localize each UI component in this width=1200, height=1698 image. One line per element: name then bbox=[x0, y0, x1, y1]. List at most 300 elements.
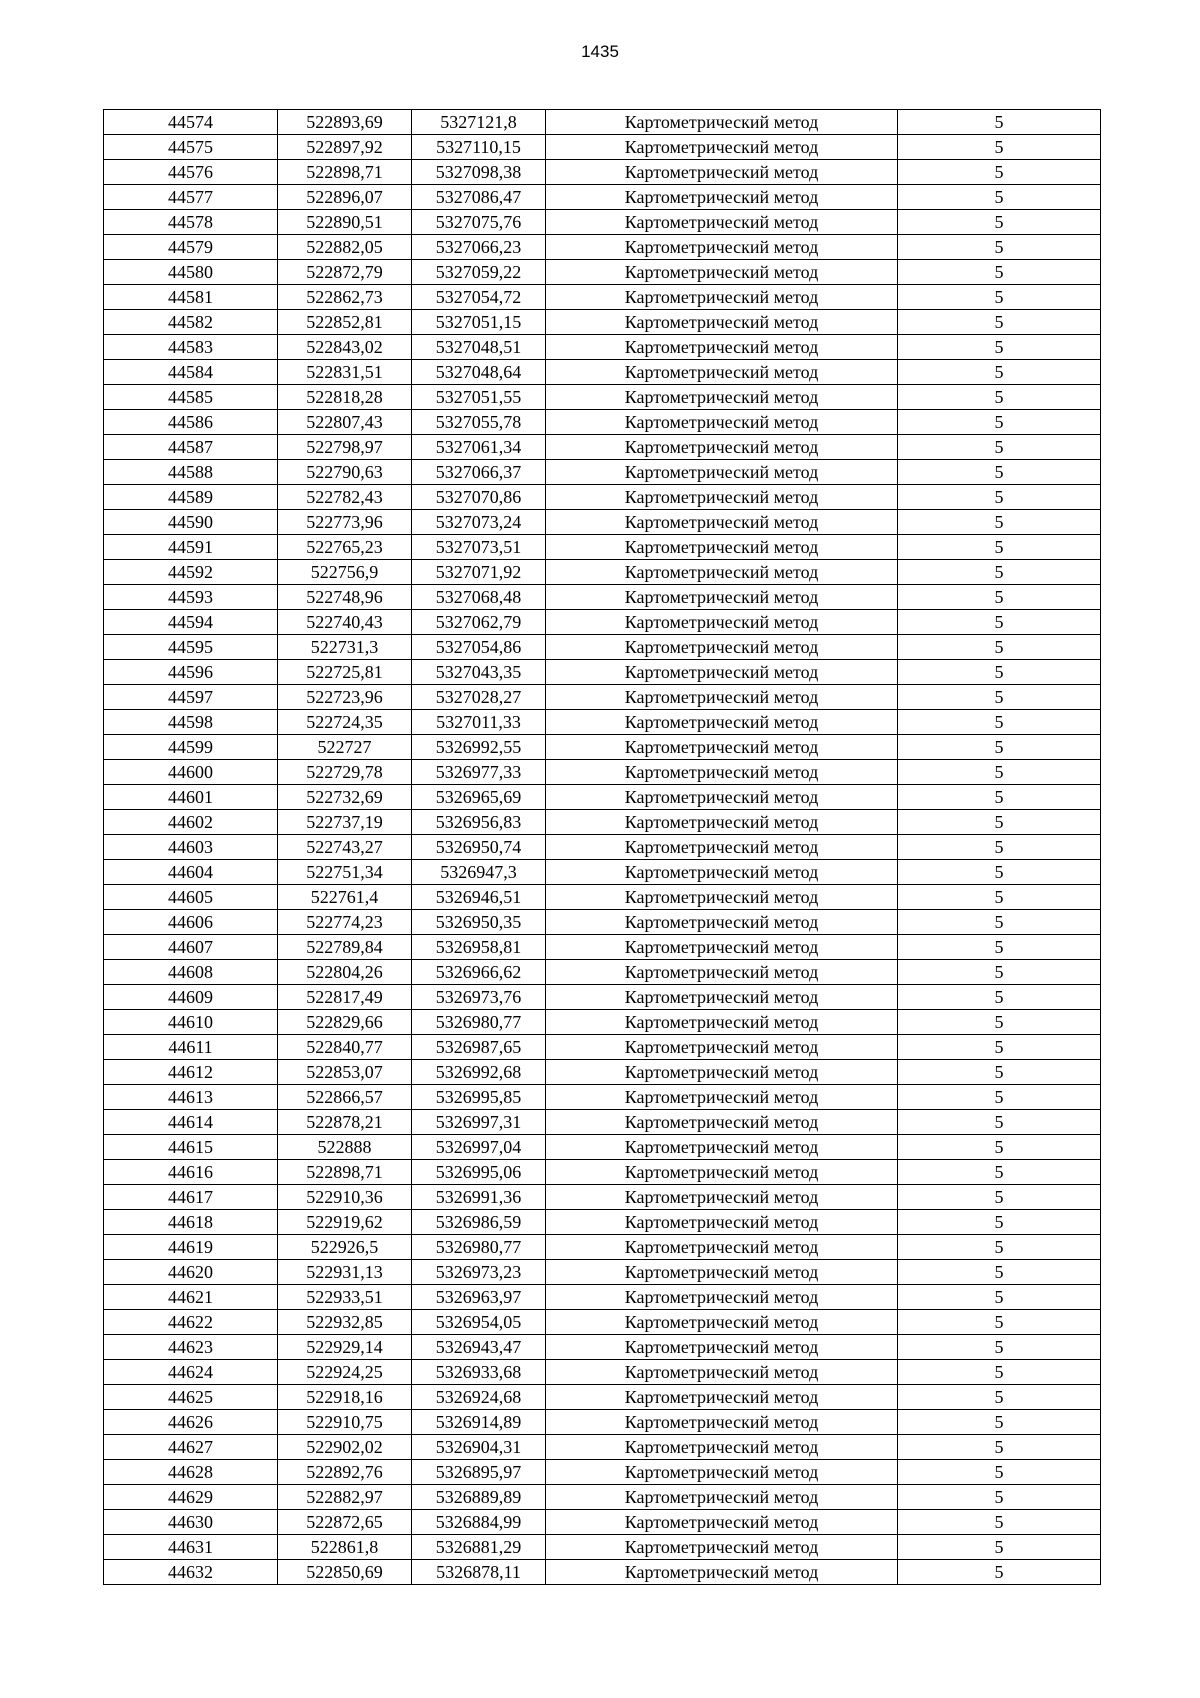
accuracy-cell: 5 bbox=[898, 135, 1101, 160]
method-cell: Картометрический метод bbox=[546, 1210, 898, 1235]
point-number-cell: 44584 bbox=[104, 360, 278, 385]
method-cell: Картометрический метод bbox=[546, 335, 898, 360]
table-row bbox=[104, 510, 1101, 535]
method-cell: Картометрический метод bbox=[546, 1235, 898, 1260]
accuracy-cell: 5 bbox=[898, 710, 1101, 735]
accuracy-cell: 5 bbox=[898, 1510, 1101, 1535]
y-coordinate-cell: 5326914,89 bbox=[412, 1410, 546, 1435]
x-coordinate-cell: 522727 bbox=[278, 735, 412, 760]
x-coordinate-cell: 522829,66 bbox=[278, 1010, 412, 1035]
table-row bbox=[104, 1110, 1101, 1135]
x-coordinate-cell: 522725,81 bbox=[278, 660, 412, 685]
table-row bbox=[104, 1385, 1101, 1410]
x-coordinate-cell: 522918,16 bbox=[278, 1385, 412, 1410]
method-cell: Картометрический метод bbox=[546, 1185, 898, 1210]
y-coordinate-cell: 5327054,86 bbox=[412, 635, 546, 660]
method-cell: Картометрический метод bbox=[546, 1060, 898, 1085]
y-coordinate-cell: 5326992,68 bbox=[412, 1060, 546, 1085]
point-number-cell: 44599 bbox=[104, 735, 278, 760]
x-coordinate-cell: 522919,62 bbox=[278, 1210, 412, 1235]
accuracy-cell: 5 bbox=[898, 460, 1101, 485]
method-cell: Картометрический метод bbox=[546, 460, 898, 485]
accuracy-cell: 5 bbox=[898, 1260, 1101, 1285]
table-row bbox=[104, 610, 1101, 635]
table-row bbox=[104, 335, 1101, 360]
x-coordinate-cell: 522872,65 bbox=[278, 1510, 412, 1535]
point-number-cell: 44594 bbox=[104, 610, 278, 635]
point-number-cell: 44625 bbox=[104, 1385, 278, 1410]
accuracy-cell: 5 bbox=[898, 235, 1101, 260]
x-coordinate-cell: 522774,23 bbox=[278, 910, 412, 935]
x-coordinate-cell: 522882,97 bbox=[278, 1485, 412, 1510]
x-coordinate-cell: 522731,3 bbox=[278, 635, 412, 660]
method-cell: Картометрический метод bbox=[546, 835, 898, 860]
page-number: 1435 bbox=[581, 42, 619, 61]
accuracy-cell: 5 bbox=[898, 535, 1101, 560]
point-number-cell: 44597 bbox=[104, 685, 278, 710]
method-cell: Картометрический метод bbox=[546, 1485, 898, 1510]
x-coordinate-cell: 522765,23 bbox=[278, 535, 412, 560]
accuracy-cell: 5 bbox=[898, 1535, 1101, 1560]
y-coordinate-cell: 5326954,05 bbox=[412, 1310, 546, 1335]
table-row bbox=[104, 110, 1101, 135]
accuracy-cell: 5 bbox=[898, 935, 1101, 960]
accuracy-cell: 5 bbox=[898, 635, 1101, 660]
y-coordinate-cell: 5326997,04 bbox=[412, 1135, 546, 1160]
point-number-cell: 44608 bbox=[104, 960, 278, 985]
table-row bbox=[104, 435, 1101, 460]
x-coordinate-cell: 522896,07 bbox=[278, 185, 412, 210]
accuracy-cell: 5 bbox=[898, 760, 1101, 785]
y-coordinate-cell: 5327066,23 bbox=[412, 235, 546, 260]
x-coordinate-cell: 522892,76 bbox=[278, 1460, 412, 1485]
table-row bbox=[104, 410, 1101, 435]
point-number-cell: 44602 bbox=[104, 810, 278, 835]
point-number-cell: 44621 bbox=[104, 1285, 278, 1310]
x-coordinate-cell: 522866,57 bbox=[278, 1085, 412, 1110]
y-coordinate-cell: 5326997,31 bbox=[412, 1110, 546, 1135]
y-coordinate-cell: 5327011,33 bbox=[412, 710, 546, 735]
point-number-cell: 44629 bbox=[104, 1485, 278, 1510]
accuracy-cell: 5 bbox=[898, 860, 1101, 885]
x-coordinate-cell: 522902,02 bbox=[278, 1435, 412, 1460]
y-coordinate-cell: 5326980,77 bbox=[412, 1235, 546, 1260]
x-coordinate-cell: 522910,75 bbox=[278, 1410, 412, 1435]
point-number-cell: 44583 bbox=[104, 335, 278, 360]
table-row bbox=[104, 1035, 1101, 1060]
point-number-cell: 44604 bbox=[104, 860, 278, 885]
accuracy-cell: 5 bbox=[898, 1335, 1101, 1360]
accuracy-cell: 5 bbox=[898, 285, 1101, 310]
table-row bbox=[104, 360, 1101, 385]
x-coordinate-cell: 522926,5 bbox=[278, 1235, 412, 1260]
table-row bbox=[104, 1360, 1101, 1385]
y-coordinate-cell: 5326991,36 bbox=[412, 1185, 546, 1210]
method-cell: Картометрический метод bbox=[546, 1260, 898, 1285]
y-coordinate-cell: 5326943,47 bbox=[412, 1335, 546, 1360]
method-cell: Картометрический метод bbox=[546, 560, 898, 585]
table-row bbox=[104, 1335, 1101, 1360]
y-coordinate-cell: 5326977,33 bbox=[412, 760, 546, 785]
y-coordinate-cell: 5326995,06 bbox=[412, 1160, 546, 1185]
accuracy-cell: 5 bbox=[898, 1235, 1101, 1260]
y-coordinate-cell: 5327059,22 bbox=[412, 260, 546, 285]
y-coordinate-cell: 5326904,31 bbox=[412, 1435, 546, 1460]
accuracy-cell: 5 bbox=[898, 1560, 1101, 1585]
point-number-cell: 44626 bbox=[104, 1410, 278, 1435]
accuracy-cell: 5 bbox=[898, 1060, 1101, 1085]
x-coordinate-cell: 522761,4 bbox=[278, 885, 412, 910]
y-coordinate-cell: 5327110,15 bbox=[412, 135, 546, 160]
method-cell: Картометрический метод bbox=[546, 1285, 898, 1310]
method-cell: Картометрический метод bbox=[546, 1360, 898, 1385]
table-row bbox=[104, 1160, 1101, 1185]
x-coordinate-cell: 522740,43 bbox=[278, 610, 412, 635]
x-coordinate-cell: 522924,25 bbox=[278, 1360, 412, 1385]
table-row bbox=[104, 210, 1101, 235]
y-coordinate-cell: 5327043,35 bbox=[412, 660, 546, 685]
table-row bbox=[104, 960, 1101, 985]
y-coordinate-cell: 5327051,15 bbox=[412, 310, 546, 335]
point-number-cell: 44606 bbox=[104, 910, 278, 935]
y-coordinate-cell: 5326987,65 bbox=[412, 1035, 546, 1060]
x-coordinate-cell: 522840,77 bbox=[278, 1035, 412, 1060]
table-row bbox=[104, 785, 1101, 810]
point-number-cell: 44607 bbox=[104, 935, 278, 960]
method-cell: Картометрический метод bbox=[546, 1035, 898, 1060]
accuracy-cell: 5 bbox=[898, 1385, 1101, 1410]
y-coordinate-cell: 5327073,51 bbox=[412, 535, 546, 560]
point-number-cell: 44600 bbox=[104, 760, 278, 785]
y-coordinate-cell: 5327068,48 bbox=[412, 585, 546, 610]
x-coordinate-cell: 522850,69 bbox=[278, 1560, 412, 1585]
point-number-cell: 44615 bbox=[104, 1135, 278, 1160]
y-coordinate-cell: 5327073,24 bbox=[412, 510, 546, 535]
point-number-cell: 44588 bbox=[104, 460, 278, 485]
y-coordinate-cell: 5326881,29 bbox=[412, 1535, 546, 1560]
x-coordinate-cell: 522898,71 bbox=[278, 160, 412, 185]
method-cell: Картометрический метод bbox=[546, 235, 898, 260]
y-coordinate-cell: 5327051,55 bbox=[412, 385, 546, 410]
method-cell: Картометрический метод bbox=[546, 1510, 898, 1535]
method-cell: Картометрический метод bbox=[546, 660, 898, 685]
method-cell: Картометрический метод bbox=[546, 1385, 898, 1410]
point-number-cell: 44582 bbox=[104, 310, 278, 335]
accuracy-cell: 5 bbox=[898, 1485, 1101, 1510]
method-cell: Картометрический метод bbox=[546, 210, 898, 235]
x-coordinate-cell: 522932,85 bbox=[278, 1310, 412, 1335]
x-coordinate-cell: 522831,51 bbox=[278, 360, 412, 385]
coordinates-table-body bbox=[104, 110, 1101, 1585]
method-cell: Картометрический метод bbox=[546, 1135, 898, 1160]
y-coordinate-cell: 5326947,3 bbox=[412, 860, 546, 885]
table-row bbox=[104, 1185, 1101, 1210]
accuracy-cell: 5 bbox=[898, 685, 1101, 710]
table-row bbox=[104, 260, 1101, 285]
x-coordinate-cell: 522890,51 bbox=[278, 210, 412, 235]
x-coordinate-cell: 522933,51 bbox=[278, 1285, 412, 1310]
y-coordinate-cell: 5326956,83 bbox=[412, 810, 546, 835]
x-coordinate-cell: 522882,05 bbox=[278, 235, 412, 260]
y-coordinate-cell: 5327098,38 bbox=[412, 160, 546, 185]
table-row bbox=[104, 485, 1101, 510]
point-number-cell: 44618 bbox=[104, 1210, 278, 1235]
method-cell: Картометрический метод bbox=[546, 585, 898, 610]
method-cell: Картометрический метод bbox=[546, 810, 898, 835]
accuracy-cell: 5 bbox=[898, 1460, 1101, 1485]
x-coordinate-cell: 522723,96 bbox=[278, 685, 412, 710]
accuracy-cell: 5 bbox=[898, 835, 1101, 860]
accuracy-cell: 5 bbox=[898, 360, 1101, 385]
accuracy-cell: 5 bbox=[898, 735, 1101, 760]
y-coordinate-cell: 5327028,27 bbox=[412, 685, 546, 710]
x-coordinate-cell: 522818,28 bbox=[278, 385, 412, 410]
table-row bbox=[104, 710, 1101, 735]
y-coordinate-cell: 5326895,97 bbox=[412, 1460, 546, 1485]
point-number-cell: 44619 bbox=[104, 1235, 278, 1260]
point-number-cell: 44589 bbox=[104, 485, 278, 510]
table-row bbox=[104, 1460, 1101, 1485]
accuracy-cell: 5 bbox=[898, 1085, 1101, 1110]
coordinates-table bbox=[103, 109, 1101, 1585]
accuracy-cell: 5 bbox=[898, 160, 1101, 185]
method-cell: Картометрический метод bbox=[546, 960, 898, 985]
accuracy-cell: 5 bbox=[898, 960, 1101, 985]
point-number-cell: 44577 bbox=[104, 185, 278, 210]
y-coordinate-cell: 5327086,47 bbox=[412, 185, 546, 210]
y-coordinate-cell: 5327061,34 bbox=[412, 435, 546, 460]
method-cell: Картометрический метод bbox=[546, 1310, 898, 1335]
y-coordinate-cell: 5327055,78 bbox=[412, 410, 546, 435]
x-coordinate-cell: 522743,27 bbox=[278, 835, 412, 860]
point-number-cell: 44623 bbox=[104, 1335, 278, 1360]
accuracy-cell: 5 bbox=[898, 210, 1101, 235]
x-coordinate-cell: 522861,8 bbox=[278, 1535, 412, 1560]
x-coordinate-cell: 522897,92 bbox=[278, 135, 412, 160]
y-coordinate-cell: 5327054,72 bbox=[412, 285, 546, 310]
x-coordinate-cell: 522756,9 bbox=[278, 560, 412, 585]
accuracy-cell: 5 bbox=[898, 1010, 1101, 1035]
x-coordinate-cell: 522729,78 bbox=[278, 760, 412, 785]
accuracy-cell: 5 bbox=[898, 885, 1101, 910]
accuracy-cell: 5 bbox=[898, 910, 1101, 935]
method-cell: Картометрический метод bbox=[546, 1460, 898, 1485]
x-coordinate-cell: 522878,21 bbox=[278, 1110, 412, 1135]
table-row bbox=[104, 1210, 1101, 1235]
x-coordinate-cell: 522931,13 bbox=[278, 1260, 412, 1285]
table-row bbox=[104, 860, 1101, 885]
accuracy-cell: 5 bbox=[898, 785, 1101, 810]
y-coordinate-cell: 5326966,62 bbox=[412, 960, 546, 985]
method-cell: Картометрический метод bbox=[546, 1435, 898, 1460]
table-row bbox=[104, 735, 1101, 760]
table-row bbox=[104, 285, 1101, 310]
table-row bbox=[104, 1485, 1101, 1510]
accuracy-cell: 5 bbox=[898, 110, 1101, 135]
method-cell: Картометрический метод bbox=[546, 1085, 898, 1110]
y-coordinate-cell: 5326973,23 bbox=[412, 1260, 546, 1285]
y-coordinate-cell: 5327048,51 bbox=[412, 335, 546, 360]
table-row bbox=[104, 1435, 1101, 1460]
point-number-cell: 44613 bbox=[104, 1085, 278, 1110]
method-cell: Картометрический метод bbox=[546, 310, 898, 335]
point-number-cell: 44624 bbox=[104, 1360, 278, 1385]
method-cell: Картометрический метод bbox=[546, 1560, 898, 1585]
point-number-cell: 44603 bbox=[104, 835, 278, 860]
x-coordinate-cell: 522807,43 bbox=[278, 410, 412, 435]
method-cell: Картометрический метод bbox=[546, 110, 898, 135]
table-row bbox=[104, 1410, 1101, 1435]
point-number-cell: 44586 bbox=[104, 410, 278, 435]
y-coordinate-cell: 5326924,68 bbox=[412, 1385, 546, 1410]
method-cell: Картометрический метод bbox=[546, 635, 898, 660]
table-row bbox=[104, 585, 1101, 610]
table-row bbox=[104, 1010, 1101, 1035]
table-row bbox=[104, 635, 1101, 660]
y-coordinate-cell: 5326889,89 bbox=[412, 1485, 546, 1510]
y-coordinate-cell: 5326965,69 bbox=[412, 785, 546, 810]
point-number-cell: 44590 bbox=[104, 510, 278, 535]
table-row bbox=[104, 660, 1101, 685]
accuracy-cell: 5 bbox=[898, 310, 1101, 335]
method-cell: Картометрический метод bbox=[546, 1410, 898, 1435]
method-cell: Картометрический метод bbox=[546, 1535, 898, 1560]
y-coordinate-cell: 5326986,59 bbox=[412, 1210, 546, 1235]
accuracy-cell: 5 bbox=[898, 1035, 1101, 1060]
table-row bbox=[104, 235, 1101, 260]
method-cell: Картометрический метод bbox=[546, 160, 898, 185]
y-coordinate-cell: 5327071,92 bbox=[412, 560, 546, 585]
y-coordinate-cell: 5326958,81 bbox=[412, 935, 546, 960]
point-number-cell: 44620 bbox=[104, 1260, 278, 1285]
accuracy-cell: 5 bbox=[898, 1185, 1101, 1210]
table-row bbox=[104, 1560, 1101, 1585]
table-row bbox=[104, 835, 1101, 860]
method-cell: Картометрический метод bbox=[546, 760, 898, 785]
method-cell: Картометрический метод bbox=[546, 135, 898, 160]
method-cell: Картометрический метод bbox=[546, 1010, 898, 1035]
x-coordinate-cell: 522910,36 bbox=[278, 1185, 412, 1210]
method-cell: Картометрический метод bbox=[546, 385, 898, 410]
x-coordinate-cell: 522853,07 bbox=[278, 1060, 412, 1085]
method-cell: Картометрический метод bbox=[546, 785, 898, 810]
x-coordinate-cell: 522798,97 bbox=[278, 435, 412, 460]
x-coordinate-cell: 522804,26 bbox=[278, 960, 412, 985]
table-row bbox=[104, 685, 1101, 710]
point-number-cell: 44627 bbox=[104, 1435, 278, 1460]
table-row bbox=[104, 1135, 1101, 1160]
table-row bbox=[104, 935, 1101, 960]
x-coordinate-cell: 522737,19 bbox=[278, 810, 412, 835]
method-cell: Картометрический метод bbox=[546, 685, 898, 710]
table-row bbox=[104, 310, 1101, 335]
method-cell: Картометрический метод bbox=[546, 1335, 898, 1360]
point-number-cell: 44574 bbox=[104, 110, 278, 135]
point-number-cell: 44605 bbox=[104, 885, 278, 910]
x-coordinate-cell: 522893,69 bbox=[278, 110, 412, 135]
point-number-cell: 44580 bbox=[104, 260, 278, 285]
method-cell: Картометрический метод bbox=[546, 285, 898, 310]
table-row bbox=[104, 1285, 1101, 1310]
point-number-cell: 44578 bbox=[104, 210, 278, 235]
y-coordinate-cell: 5327070,86 bbox=[412, 485, 546, 510]
x-coordinate-cell: 522789,84 bbox=[278, 935, 412, 960]
method-cell: Картометрический метод bbox=[546, 360, 898, 385]
accuracy-cell: 5 bbox=[898, 610, 1101, 635]
x-coordinate-cell: 522862,73 bbox=[278, 285, 412, 310]
y-coordinate-cell: 5326950,74 bbox=[412, 835, 546, 860]
y-coordinate-cell: 5327048,64 bbox=[412, 360, 546, 385]
method-cell: Картометрический метод bbox=[546, 435, 898, 460]
point-number-cell: 44610 bbox=[104, 1010, 278, 1035]
accuracy-cell: 5 bbox=[898, 1210, 1101, 1235]
accuracy-cell: 5 bbox=[898, 435, 1101, 460]
point-number-cell: 44579 bbox=[104, 235, 278, 260]
accuracy-cell: 5 bbox=[898, 260, 1101, 285]
point-number-cell: 44628 bbox=[104, 1460, 278, 1485]
method-cell: Картометрический метод bbox=[546, 410, 898, 435]
y-coordinate-cell: 5326946,51 bbox=[412, 885, 546, 910]
method-cell: Картометрический метод bbox=[546, 1110, 898, 1135]
point-number-cell: 44617 bbox=[104, 1185, 278, 1210]
accuracy-cell: 5 bbox=[898, 185, 1101, 210]
table-row bbox=[104, 810, 1101, 835]
point-number-cell: 44585 bbox=[104, 385, 278, 410]
method-cell: Картометрический метод bbox=[546, 860, 898, 885]
accuracy-cell: 5 bbox=[898, 1435, 1101, 1460]
x-coordinate-cell: 522898,71 bbox=[278, 1160, 412, 1185]
accuracy-cell: 5 bbox=[898, 810, 1101, 835]
point-number-cell: 44611 bbox=[104, 1035, 278, 1060]
x-coordinate-cell: 522751,34 bbox=[278, 860, 412, 885]
x-coordinate-cell: 522773,96 bbox=[278, 510, 412, 535]
method-cell: Картометрический метод bbox=[546, 610, 898, 635]
y-coordinate-cell: 5327121,8 bbox=[412, 110, 546, 135]
accuracy-cell: 5 bbox=[898, 660, 1101, 685]
x-coordinate-cell: 522817,49 bbox=[278, 985, 412, 1010]
method-cell: Картометрический метод bbox=[546, 485, 898, 510]
point-number-cell: 44622 bbox=[104, 1310, 278, 1335]
table-row bbox=[104, 1085, 1101, 1110]
table-row bbox=[104, 385, 1101, 410]
x-coordinate-cell: 522929,14 bbox=[278, 1335, 412, 1360]
accuracy-cell: 5 bbox=[898, 1410, 1101, 1435]
point-number-cell: 44598 bbox=[104, 710, 278, 735]
table-row bbox=[104, 185, 1101, 210]
method-cell: Картометрический метод bbox=[546, 735, 898, 760]
table-row bbox=[104, 885, 1101, 910]
method-cell: Картометрический метод bbox=[546, 710, 898, 735]
y-coordinate-cell: 5327062,79 bbox=[412, 610, 546, 635]
accuracy-cell: 5 bbox=[898, 335, 1101, 360]
table-row bbox=[104, 560, 1101, 585]
table-row bbox=[104, 1510, 1101, 1535]
x-coordinate-cell: 522732,69 bbox=[278, 785, 412, 810]
table-row bbox=[104, 1235, 1101, 1260]
point-number-cell: 44632 bbox=[104, 1560, 278, 1585]
accuracy-cell: 5 bbox=[898, 585, 1101, 610]
accuracy-cell: 5 bbox=[898, 1110, 1101, 1135]
point-number-cell: 44592 bbox=[104, 560, 278, 585]
table-row bbox=[104, 160, 1101, 185]
accuracy-cell: 5 bbox=[898, 985, 1101, 1010]
method-cell: Картометрический метод bbox=[546, 985, 898, 1010]
accuracy-cell: 5 bbox=[898, 1285, 1101, 1310]
method-cell: Картометрический метод bbox=[546, 935, 898, 960]
point-number-cell: 44587 bbox=[104, 435, 278, 460]
accuracy-cell: 5 bbox=[898, 1135, 1101, 1160]
x-coordinate-cell: 522790,63 bbox=[278, 460, 412, 485]
